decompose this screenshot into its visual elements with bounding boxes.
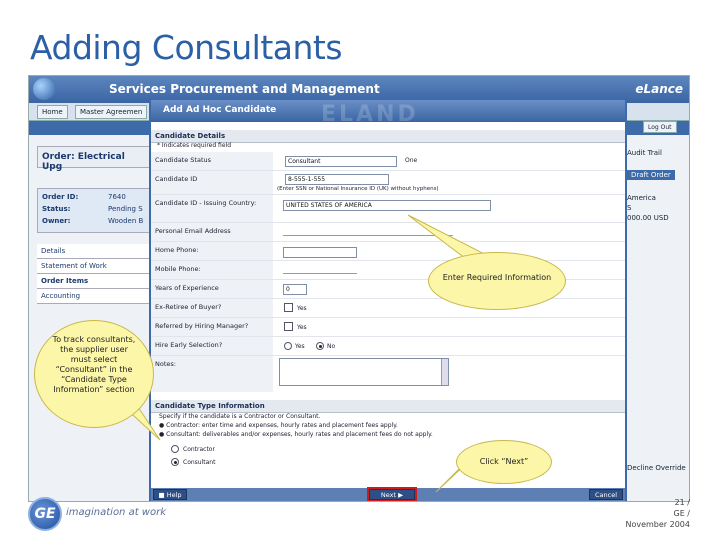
order-id-label: Order ID:: [42, 193, 79, 201]
cancel-button[interactable]: Cancel: [589, 489, 623, 500]
date-label: November 2004: [625, 520, 690, 529]
s-fragment: S: [627, 204, 632, 212]
id-hint: (Enter SSN or National Insurance ID (UK) without hyphens): [277, 186, 439, 192]
audit-trail-link[interactable]: Audit Trail: [627, 149, 662, 157]
order-status-label: Status:: [42, 205, 71, 213]
order-title: Order: Electrical Upg: [37, 146, 153, 168]
ge-logo: GE: [28, 497, 62, 531]
callout-track: To track consultants, the supplier user must select “Consultant” in the “Candidate Type Information” section: [34, 320, 154, 428]
row-retiree: Ex-Retiree of Buyer? Yes: [151, 299, 625, 318]
order-status-value: Pending S: [108, 205, 143, 213]
candidate-details-header: Candidate Details: [151, 130, 625, 143]
dialog-watermark: ELAND: [321, 102, 419, 127]
row-status: Candidate Status Consultant One: [151, 152, 625, 171]
app-name: Services Procurement and Management: [109, 82, 380, 96]
order-owner-label: Owner:: [42, 217, 71, 225]
decline-override-text[interactable]: Decline Override: [627, 464, 686, 472]
row-early-selection: Hire Early Selection? Yes No: [151, 337, 625, 356]
type-bullet-consultant: ● Consultant: deliverables and/or expenses, hourly rates and placement fees do not apply.: [159, 431, 433, 438]
slide-title: Adding Consultants: [30, 28, 343, 67]
left-nav-accounting[interactable]: Accounting: [37, 289, 153, 304]
contractor-label: Contractor: [183, 446, 215, 453]
page-number: 21 /: [674, 498, 690, 507]
row-notes: Notes:: [155, 360, 176, 368]
tagline: imagination at work: [66, 507, 166, 518]
status-select[interactable]: Consultant: [285, 156, 397, 167]
next-button[interactable]: Next ▶: [369, 489, 415, 500]
candidate-type-header: Candidate Type Information: [151, 400, 625, 413]
help-button[interactable]: ■ Help: [153, 489, 187, 500]
country-select[interactable]: UNITED STATES OF AMERICA: [283, 200, 491, 211]
type-note: Specify if the candidate is a Contractor or Consultant.: [159, 413, 321, 420]
row-country: Candidate ID - Issuing Country: UNITED STATES OF AMERICA: [151, 195, 625, 223]
status-aux: One: [405, 157, 418, 164]
draft-order-button[interactable]: Draft Order: [627, 170, 675, 180]
row-email: Personal Email Address: [151, 223, 625, 242]
type-bullet-contractor: ● Contractor: enter time and expenses, hourly rates and placement fees apply.: [159, 422, 398, 429]
callout-next: Click “Next”: [456, 440, 552, 484]
left-nav-details[interactable]: Details: [37, 244, 153, 259]
dialog-title: Add Ad Hoc Candidate: [151, 100, 625, 122]
arrow-right-icon: ▶: [398, 491, 404, 499]
consultant-label: Consultant: [183, 459, 216, 466]
candidate-id-input[interactable]: 8-555-1-555: [285, 174, 389, 185]
logout-link[interactable]: Log Out: [643, 121, 677, 133]
row-referred: Referred by Hiring Manager? Yes: [151, 318, 625, 337]
left-nav-order-items[interactable]: Order Items: [37, 274, 153, 289]
tab-master-agreement[interactable]: Master Agreemen: [75, 105, 147, 119]
page-info: [625, 497, 690, 530]
experience-input[interactable]: 0: [283, 284, 307, 295]
row-experience: Years of Experience 0: [151, 280, 625, 299]
left-nav-sow[interactable]: Statement of Work: [37, 259, 153, 274]
tab-home[interactable]: Home: [37, 105, 68, 119]
order-owner-value: Wooden B: [108, 217, 144, 225]
required-note: * Indicates required field: [157, 142, 232, 149]
order-id-value: 7640: [108, 193, 126, 201]
callout-required: Enter Required Information: [428, 252, 566, 310]
row-home-phone: Home Phone:: [151, 242, 625, 261]
region-text: America: [627, 194, 656, 202]
amount-text: 000.00 USD: [627, 214, 669, 222]
brand-logo: eLance: [635, 82, 683, 96]
row-mobile-phone: Mobile Phone:: [151, 261, 625, 280]
row-id: Candidate ID 8-555-1-555 (Enter SSN or National Insurance ID (UK) without hyphens): [151, 171, 625, 195]
org-label: GE /: [673, 509, 690, 518]
